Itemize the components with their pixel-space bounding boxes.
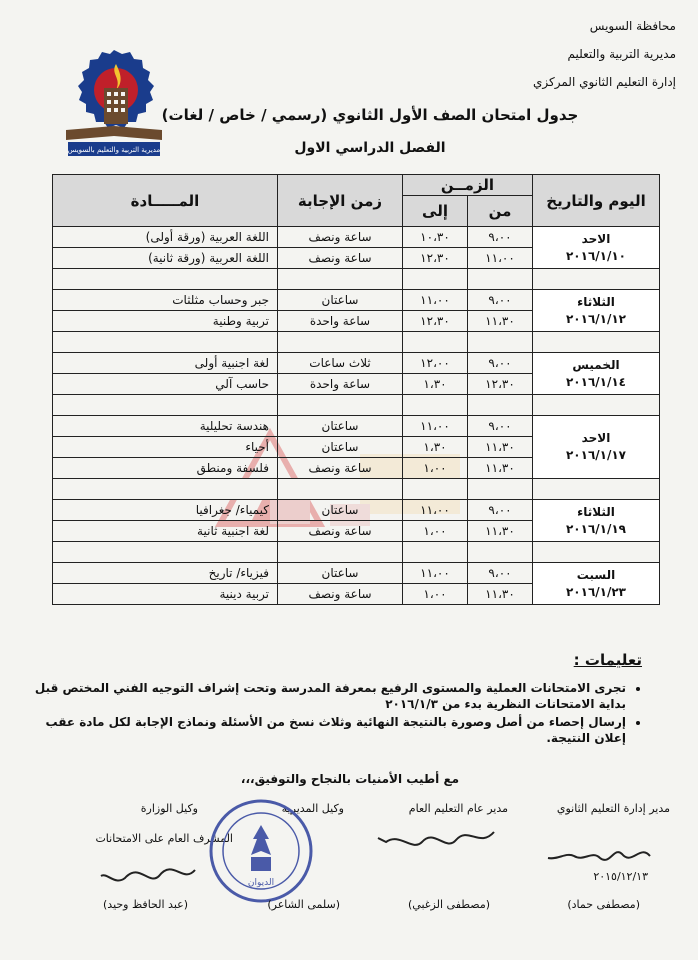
from-time-cell: ٩،٠٠ [468,563,533,584]
duration-cell: ساعتان [278,563,403,584]
deputy-ministry-title: وكيل الوزارة [140,802,198,815]
table-row [53,227,660,248]
duration-cell: ساعة واحدة [278,311,403,332]
day-name: الثلاثاء [577,294,615,309]
to-time-cell: ١،٣٠ [403,374,468,395]
group-spacer [53,395,660,416]
day-date-cell [533,227,660,269]
day-name: الخميس [572,357,620,372]
table-row [53,500,660,521]
director-name: (مصطفى حماد) [567,898,640,911]
duration-header: زمن الإجابة [278,175,403,227]
to-time-cell: ١،٠٠ [403,521,468,542]
official-stamp-icon [205,795,317,907]
schedule-body [53,227,660,605]
from-time-cell: ١٢،٣٠ [468,374,533,395]
to-time-cell: ١١،٠٠ [403,563,468,584]
subject-cell: جبر وحساب مثلثات [53,290,278,311]
table-row [53,290,660,311]
subject-cell: تربية وطنية [53,311,278,332]
exam-schedule-table [52,174,660,605]
subject-cell: تربية دينية [53,584,278,605]
instruction-item: • إرسال إحصاء من أصل وصورة بالنتيجة النهائية وثلاث نسخ من الأسئلة ونماذج الإجابة لكل مادة عقب إعلان النتيجة. [26,714,626,746]
duration-cell: ساعة واحدة [278,374,403,395]
from-header: من [468,196,533,227]
from-time-cell: ٩،٠٠ [468,416,533,437]
director-title: مدير إدارة التعليم الثانوي [556,802,670,815]
subject-cell: اللغة العربية (ورقة ثانية) [53,248,278,269]
duration-cell: ساعة ونصف [278,521,403,542]
subject-cell: أحياء [53,437,278,458]
group-spacer [53,479,660,500]
general-director-name: (مصطفى الزغبي) [408,898,490,911]
semester-subtitle: الفصل الدراسي الاول [294,140,446,156]
from-time-cell: ٩،٠٠ [468,290,533,311]
exam-date: ٢٠١٦/١/١٩ [565,521,627,536]
from-time-cell: ١١،٣٠ [468,521,533,542]
from-time-cell: ٩،٠٠ [468,227,533,248]
from-time-cell: ١١،٠٠ [468,248,533,269]
from-time-cell: ٩،٠٠ [468,353,533,374]
from-time-cell: ١١،٣٠ [468,311,533,332]
to-time-cell: ١٢،٠٠ [403,353,468,374]
group-spacer [53,269,660,290]
instruction-item: • تجرى الامتحانات العملية والمستوى الرفيع بمعرفة المدرسة وتحت إشراف التوجيه الفني المختص قبل بداية الامتحانات النظرية بدء من ٢٠١٦/١/٣ [26,680,626,712]
general-director-title: مدير عام التعليم العام [408,802,508,815]
duration-cell: ساعة ونصف [278,227,403,248]
stamp-label: الديوان [247,878,275,888]
day-date-cell [533,416,660,479]
to-time-cell: ١٢،٣٠ [403,248,468,269]
to-time-cell: ١،٠٠ [403,584,468,605]
deputy-ministry-subtitle: المشرف العام على الامتحانات [95,832,233,845]
to-time-cell: ١،٣٠ [403,437,468,458]
group-spacer [53,542,660,563]
deputy-ministry-name: (عبد الحافظ وحيد) [103,898,188,911]
to-time-cell: ١،٠٠ [403,458,468,479]
logo-caption: مديرية التربية والتعليم بالسويس [67,146,161,154]
instructions-list [26,680,642,748]
from-time-cell: ١١،٣٠ [468,584,533,605]
subject-cell: لغة اجنبية أولى [53,353,278,374]
deputy-directorate-name: (سلمى الشاعر) [267,898,340,911]
day-date-cell [533,563,660,605]
group-spacer [53,332,660,353]
instructions-heading: تعليمات : [573,651,642,669]
exam-date: ٢٠١٦/١/٢٣ [565,584,627,599]
duration-cell: ساعتان [278,416,403,437]
day-name: الثلاثاء [577,504,615,519]
duration-cell: ساعة ونصف [278,248,403,269]
closing-line: مع أطيب الأمنيات بالنجاح والتوفيق،،، [240,772,460,786]
from-time-cell: ١١،٣٠ [468,437,533,458]
day-date-cell [533,290,660,332]
exam-date: ٢٠١٦/١/١٠ [565,248,627,263]
governorate-label: محافظة السويس [589,19,676,33]
duration-cell: ساعتان [278,437,403,458]
issuer-header [533,12,676,96]
subject-cell: فلسفة ومنطق [53,458,278,479]
duration-cell: ثلاث ساعات [278,353,403,374]
day-name: الاحد [581,431,611,445]
table-row [53,353,660,374]
from-time-cell: ١١،٣٠ [468,458,533,479]
to-time-cell: ١١،٠٠ [403,500,468,521]
day-name: الاحد [581,231,611,246]
director-date: ٢٠١٥/١٢/١٣ [593,870,648,883]
department-label: إدارة التعليم الثانوي المركزي [533,75,676,89]
subject-cell: كيمياء/ جغرافيا [53,500,278,521]
education-directorate-logo-icon [58,44,170,162]
subject-cell: حاسب آلي [53,374,278,395]
day-date-header: اليوم والتاريخ [533,175,660,227]
subject-cell: لغة اجنبية ثانية [53,521,278,542]
exam-date: ٢٠١٦/١/١٢ [565,311,627,326]
day-name: السبت [576,567,616,582]
deputy-directorate-title: وكيل المديرية [281,802,344,815]
subject-cell: اللغة العربية (ورقة أولى) [53,227,278,248]
duration-cell: ساعة ونصف [278,584,403,605]
day-date-cell [533,500,660,542]
duration-cell: ساعتان [278,500,403,521]
to-time-cell: ١١،٠٠ [403,416,468,437]
to-time-cell: ١٠،٣٠ [403,227,468,248]
exam-date: ٢٠١٦/١/١٧ [565,448,627,462]
table-row [53,416,660,437]
subject-header: المـــــادة [53,175,278,227]
day-date-cell [533,353,660,395]
to-time-cell: ١٢،٣٠ [403,311,468,332]
subject-cell: فيزياء/ تاريخ [53,563,278,584]
from-time-cell: ٩،٠٠ [468,500,533,521]
general-director-signature-icon [372,818,502,858]
to-time-cell: ١١،٠٠ [403,290,468,311]
exam-date: ٢٠١٦/١/١٤ [565,374,627,389]
duration-cell: ساعة ونصف [278,458,403,479]
subject-cell: هندسة تحليلية [53,416,278,437]
duration-cell: ساعتان [278,290,403,311]
deputy-ministry-signature-icon [95,852,205,892]
directorate-label: مديرية التربية والتعليم [567,47,676,61]
table-row [53,563,660,584]
to-header: إلى [403,196,468,227]
schedule-title: جدول امتحان الصف الأول الثانوي (رسمي / خاص / لغات) [161,106,579,124]
time-header: الزمــن [403,175,533,196]
